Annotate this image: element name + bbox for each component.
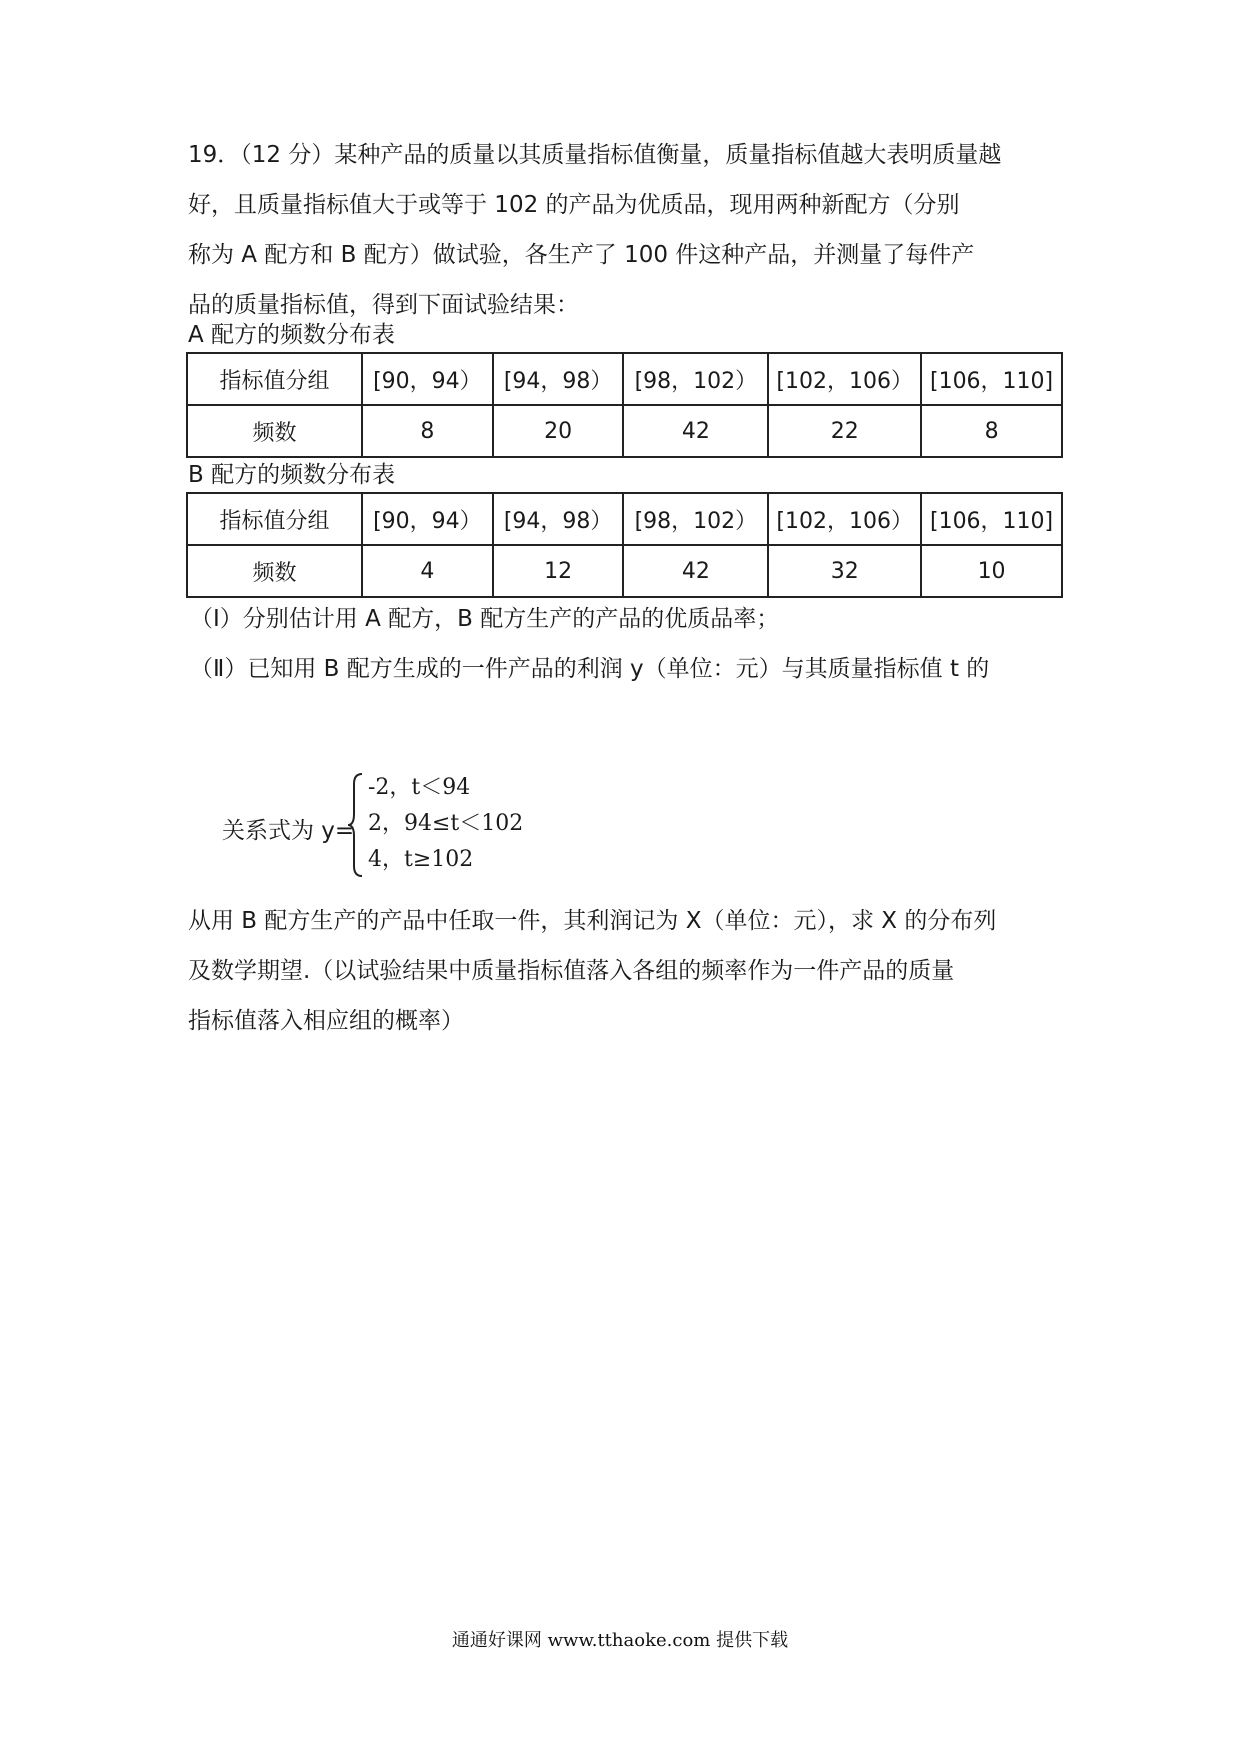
table-row [187, 405, 1062, 457]
problem-line: 称为 A 配方和 B 配方）做试验，各生产了 100 件这种产品，并测量了每件产 [188, 242, 975, 268]
table-header-cell: [106，110] [921, 353, 1062, 405]
table-cell: 频数 [187, 405, 362, 457]
formula-lhs: 关系式为 y= [222, 818, 355, 844]
table-header-cell: [98，102） [623, 353, 768, 405]
left-brace-icon [346, 770, 366, 880]
table-header-cell: [106，110] [921, 493, 1062, 545]
question-line: 从用 B 配方生产的产品中任取一件，其利润记为 X（单位：元），求 X 的分布列 [188, 908, 997, 934]
table-header-cell: [98，102） [623, 493, 768, 545]
table-header-cell: [94，98） [493, 353, 624, 405]
table-a-caption: A 配方的频数分布表 [188, 322, 396, 348]
table-header-cell: [102，106） [768, 493, 921, 545]
table-cell: 20 [493, 405, 624, 457]
question-line: 指标值落入相应组的概率） [188, 1008, 464, 1034]
table-header-cell: [90，94） [362, 493, 493, 545]
formula-case: 4，t≥102 [368, 847, 474, 872]
problem-line: 19．（12 分）某种产品的质量以其质量指标值衡量，质量指标值越大表明质量越 [188, 142, 1002, 168]
table-cell: 频数 [187, 545, 362, 597]
formula-case: 2，94≤t＜102 [368, 811, 524, 836]
question-line: 及数学期望.（以试验结果中质量指标值落入各组的频率作为一件产品的质量 [188, 958, 955, 984]
table-header-cell: 指标值分组 [187, 353, 362, 405]
footer-credit: 通通好课网 www.tthaoke.com 提供下载 [451, 1630, 789, 1651]
problem-statement [188, 130, 1097, 330]
question-1: （Ⅰ）分别估计用 A 配方，B 配方生产的产品的优质品率； [190, 606, 780, 632]
table-cell: 42 [623, 545, 768, 597]
table-a [186, 352, 1063, 458]
table-header-cell: 指标值分组 [187, 493, 362, 545]
table-cell: 22 [768, 405, 921, 457]
table-header-cell: [94，98） [493, 493, 624, 545]
table-cell: 8 [921, 405, 1062, 457]
question-2: （Ⅱ）已知用 B 配方生成的一件产品的利润 y（单位：元）与其质量指标值 t 的 [190, 656, 990, 682]
table-header-cell: [102，106） [768, 353, 921, 405]
table-cell: 4 [362, 545, 493, 597]
table-row [187, 545, 1062, 597]
formula-case: -2，t＜94 [368, 775, 471, 800]
table-b [186, 492, 1063, 598]
table-row [187, 493, 1062, 545]
problem-line: 好，且质量指标值大于或等于 102 的产品为优质品，现用两种新配方（分别 [188, 192, 960, 218]
table-row [187, 353, 1062, 405]
table-cell: 12 [493, 545, 624, 597]
table-b-caption: B 配方的频数分布表 [188, 462, 396, 488]
table-header-cell: [90，94） [362, 353, 493, 405]
problem-line: 品的质量指标值，得到下面试验结果： [188, 292, 579, 318]
table-cell: 32 [768, 545, 921, 597]
table-cell: 42 [623, 405, 768, 457]
table-cell: 8 [362, 405, 493, 457]
table-cell: 10 [921, 545, 1062, 597]
question-2-continued [188, 896, 1097, 1046]
